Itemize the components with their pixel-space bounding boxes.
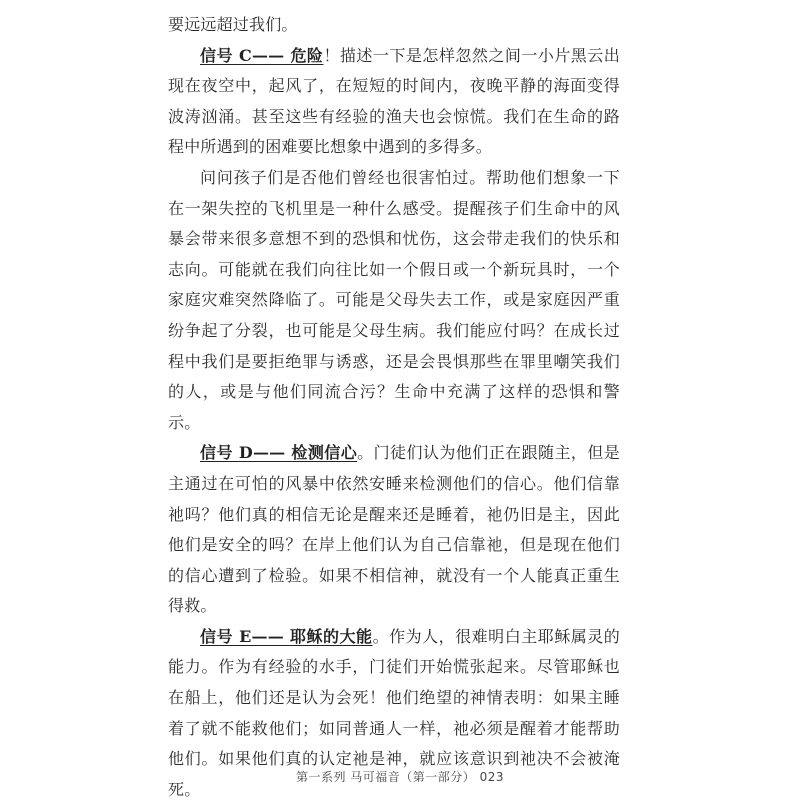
paragraph-signal-d bbox=[168, 438, 620, 622]
paragraph-fear bbox=[168, 163, 620, 438]
paragraph-text: ！描述一下是怎样忽然之间一小片黑云出现在夜空中，起风了，在短短的时间内，夜晚平静的海面变得波涛汹涌。甚至这些有经验的渔夫也会惊慌。我们在生命的路程中所遇到的困难要比想象中遇到的多得多。 bbox=[168, 45, 620, 157]
page-body bbox=[168, 10, 620, 805]
paragraph-text: 要远远超过我们。 bbox=[168, 15, 298, 34]
signal-heading-c: 信号 C—— 危险 bbox=[200, 45, 324, 65]
paragraph-text: 。作为人，很难明白主耶稣属灵的能力。作为有经验的水手，门徒们开始慌张起来。尽管耶稣也在船上，他们还是认为会死！他们绝望的神情表明：如果主睡着了就不能救他们；如同普通人一样，祂必须是醒着才能帮助他们。如果他们真的认定祂是神，就应该意识到祂决不会被淹死。 bbox=[168, 626, 620, 799]
signal-heading-e: 信号 E—— 耶稣的大能 bbox=[200, 626, 373, 646]
paragraph-text: 问问孩子们是否他们曾经也很害怕过。帮助他们想象一下在一架失控的飞机里是一种什么感受。提醒孩子们生命中的风暴会带来很多意想不到的恐惧和忧伤，这会带走我们的快乐和志向。可能就在我们向往比如一个假日或一个新玩具时，一个家庭灾难突然降临了。可能是父母失去工作，或是家庭因严重纷争起了分裂，也可能是父母生病。我们能应付吗？在成长过程中我们是要拒绝罪与诱惑，还是会畏惧那些在罪里嘲笑我们的人，或是与他们同流合污？生命中充满了这样的恐惧和警示。 bbox=[168, 167, 620, 432]
paragraph-signal-c bbox=[168, 41, 620, 163]
signal-heading-d: 信号 D—— 检测信心 bbox=[200, 443, 358, 463]
paragraph-text: 。门徒们认为他们正在跟随主，但是主通过在可怕的风暴中依然安睡来检测他们的信心。他们信靠祂吗？他们真的相信无论是醒来还是睡着，祂仍旧是主，因此他们是安全的吗？在岸上他们认为自己信靠祂，但是现在他们的信心遭到了检验。如果不相信神，就没有一个人能真正重生得救。 bbox=[168, 443, 620, 616]
paragraph-continuation bbox=[168, 10, 620, 41]
page-footer: 第一系列 马可福音（第一部分） 023 bbox=[295, 770, 505, 784]
